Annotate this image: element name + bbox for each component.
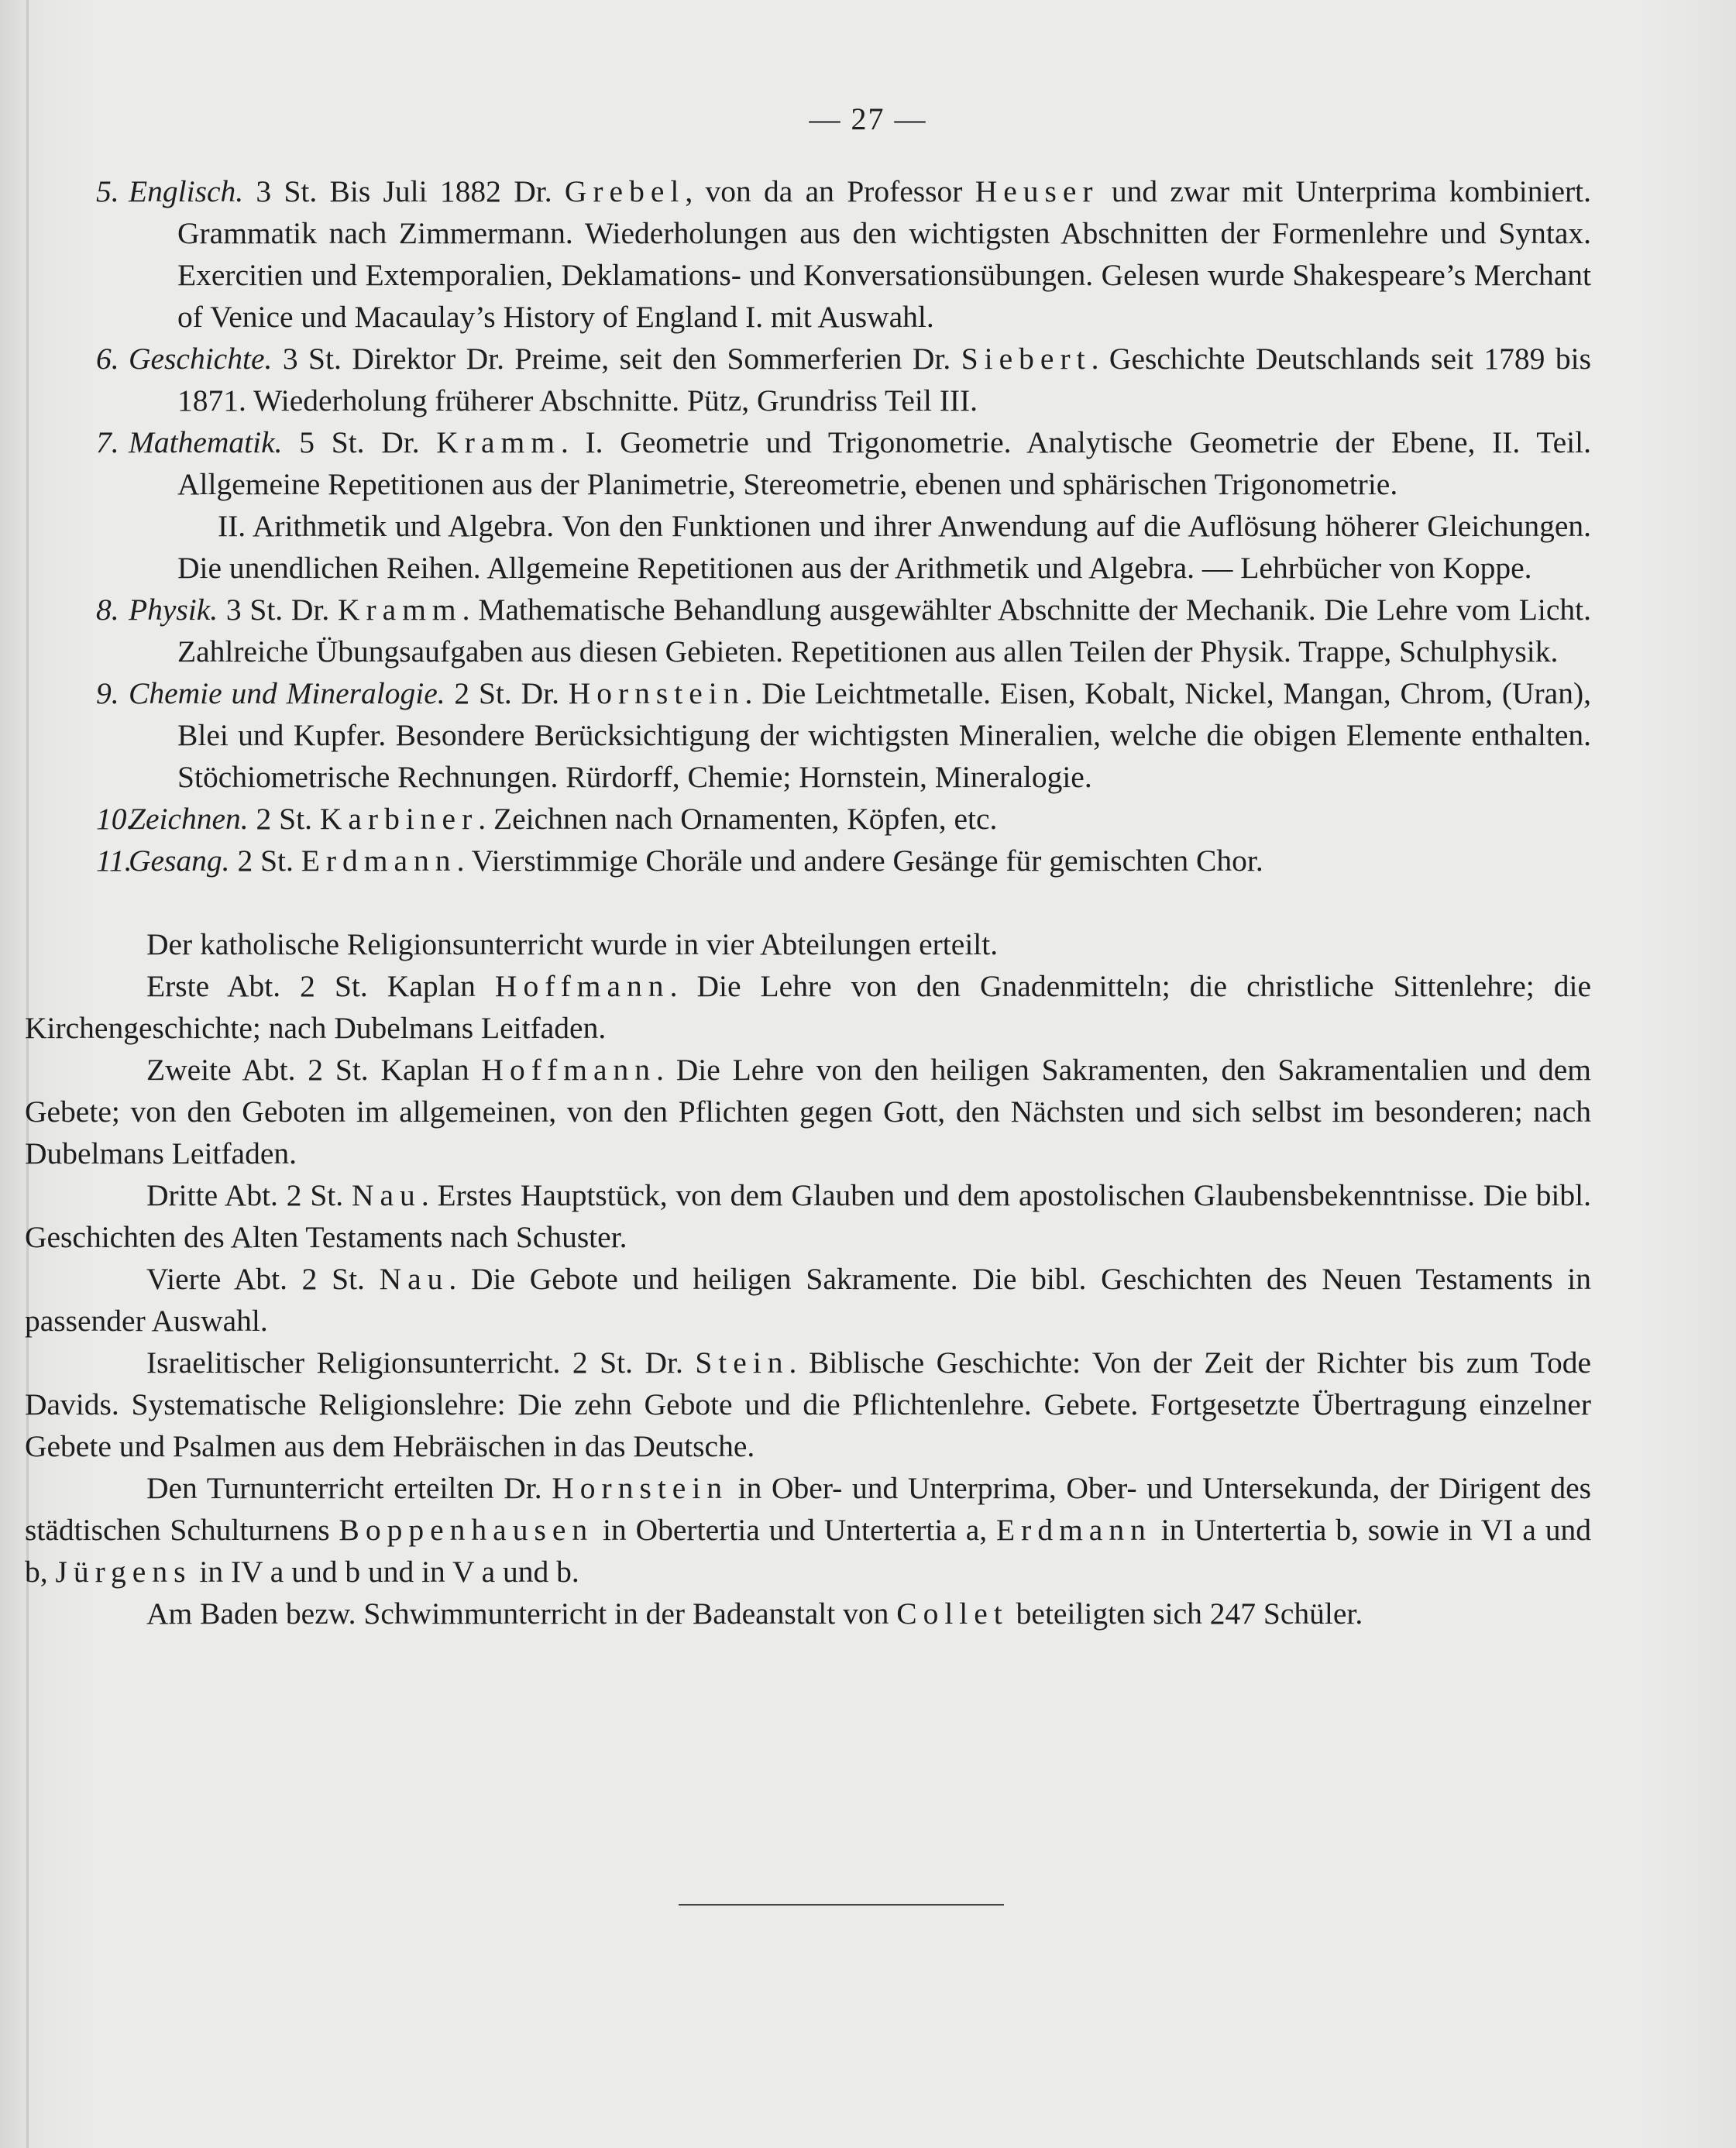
subject-list bbox=[96, 170, 1591, 882]
page-number: — 27 — bbox=[809, 101, 927, 136]
item-number: 10. bbox=[96, 802, 135, 836]
item-subject: Mathematik. bbox=[129, 425, 283, 459]
paragraph: Den Turnunterricht erteilten Dr. Hornstein in Ober- und Unterprima, Ober- und Untersekunda, der Dirigent des städtischen Schulturnens Boppenhausen in Obertertia und Untertertia a, Erdmann in Untertertia b, sowie in VI a und b, Jürgens in IV a und b und in V a und b. bbox=[25, 1471, 1591, 1589]
document-body bbox=[25, 170, 1592, 1634]
subject-item bbox=[96, 840, 1591, 882]
item-number: 5. bbox=[96, 174, 119, 208]
spaced-name: Collet bbox=[896, 1596, 1009, 1631]
spaced-name: Karbiner bbox=[319, 802, 479, 836]
paragraph: Dritte Abt. 2 St. Nau. Erstes Hauptstück, von dem Glauben und dem apostolischen Glaubensbekenntnisse. Die bibl. Geschichten des Alten Testaments nach Schuster. bbox=[25, 1178, 1591, 1254]
spaced-name: Grebel bbox=[564, 174, 686, 208]
spaced-name: Hoffmann bbox=[494, 969, 670, 1003]
item-text: 5 St. Dr. Kramm. I. Geometrie und Trigonometrie. Analytische Geometrie der Ebene, II. Teil. Allgemeine Repetitionen aus der Planimetrie, Stereometrie, ebenen und sphärischen Trigonometrie. bbox=[177, 425, 1592, 501]
spaced-name: Erdmann bbox=[301, 844, 457, 878]
item-subject: Gesang. bbox=[129, 844, 230, 878]
item-text: 3 St. Direktor Dr. Preime, seit den Sommerferien Dr. Siebert. Geschichte Deutschlands seit 1789 bis 1871. Wiederholung früherer Abschnitte. Pütz, Grundriss Teil III. bbox=[177, 342, 1591, 418]
item-number: 9. bbox=[96, 676, 119, 710]
subject-item-continuation bbox=[96, 505, 1591, 589]
paragraph: Vierte Abt. 2 St. Nau. Die Gebote und heiligen Sakramente. Die bibl. Geschichten des Neuen Testaments in passender Auswahl. bbox=[25, 1262, 1591, 1338]
subject-item bbox=[96, 672, 1591, 798]
item-number: 7. bbox=[96, 425, 119, 459]
spaced-name: Hornstein bbox=[568, 676, 745, 710]
paragraph: Erste Abt. 2 St. Kaplan Hoffmann. Die Lehre von den Gnadenmitteln; die christliche Sittenlehre; die Kirchengeschichte; nach Dubelmans Leitfaden. bbox=[25, 969, 1591, 1045]
closing-rule bbox=[679, 1904, 1004, 1906]
religion-and-sport-section bbox=[25, 923, 1591, 1634]
spaced-name: Nau bbox=[352, 1178, 421, 1212]
spaced-name: Erdmann bbox=[996, 1513, 1152, 1547]
spaced-name: Jürgens bbox=[55, 1555, 192, 1589]
item-number: 11. bbox=[96, 844, 132, 878]
paragraph: Der katholische Religionsunterricht wurde in vier Abteilungen erteilt. bbox=[146, 927, 999, 961]
item-subject: Chemie und Mineralogie. bbox=[129, 676, 445, 710]
item-subject: Zeichnen. bbox=[129, 802, 249, 836]
spaced-name: Nau bbox=[379, 1262, 449, 1296]
paragraph: Israelitischer Religionsunterricht. 2 St. Dr. Stein. Biblische Geschichte: Von der Zeit der Richter bis zum Tode Davids. Systematische Religionslehre: Die zehn Gebote und die Pflichtenlehre. Gebete. Fortgesetzte Übertragung einzelner Gebete und Psalmen aus dem Hebräischen in das Deutsche. bbox=[25, 1346, 1591, 1463]
spaced-name: Hornstein bbox=[552, 1471, 729, 1505]
spaced-name: Siebert bbox=[961, 342, 1091, 376]
subject-item bbox=[96, 421, 1591, 505]
paragraph: Zweite Abt. 2 St. Kaplan Hoffmann. Die Lehre von den heiligen Sakramenten, den Sakramentalien und dem Gebete; von den Geboten im allgemeinen, von den Pflichten gegen Gott, den Nächsten und sich selbst im besonderen; nach Dubelmans Leitfaden. bbox=[25, 1053, 1591, 1170]
subject-item bbox=[96, 170, 1591, 338]
item-text: 2 St. Erdmann. Vierstimmige Choräle und andere Gesänge für gemischten Chor. bbox=[237, 844, 1263, 878]
subject-item bbox=[96, 338, 1591, 421]
item-number: 6. bbox=[96, 342, 119, 376]
item-text: II. Arithmetik und Algebra. Von den Funktionen und ihrer Anwendung auf die Auflösung höherer Gleichungen. Die unendlichen Reihen. Allgemeine Repetitionen aus der Arithmetik und Algebra. — Lehrbücher von Koppe. bbox=[177, 509, 1591, 585]
item-text: 3 St. Bis Juli 1882 Dr. Grebel, von da an Professor Heuser und zwar mit Unterprima kombiniert. Grammatik nach Zimmermann. Wiederholungen aus den wichtigsten Abschnitten der Formenlehre und Syntax. Exercitien und Extemporalien, Deklamations- und Konversationsübungen. Gelesen wurde Shakespeare’s Merchant of Venice und Macaulay’s History of England I. mit Auswahl. bbox=[177, 174, 1591, 334]
spaced-name: Kramm bbox=[337, 593, 462, 627]
spaced-name: Boppenhausen bbox=[339, 1513, 594, 1547]
subject-item bbox=[96, 589, 1591, 672]
spaced-name: Hoffmann bbox=[481, 1053, 657, 1087]
spaced-name: Stein bbox=[695, 1346, 789, 1380]
item-text: 2 St. Karbiner. Zeichnen nach Ornamenten, Köpfen, etc. bbox=[256, 802, 998, 836]
item-subject: Englisch. bbox=[129, 174, 244, 208]
item-text: 3 St. Dr. Kramm. Mathematische Behandlung ausgewählter Abschnitte der Mechanik. Die Lehre vom Licht. Zahlreiche Übungsaufgaben aus diesen Gebieten. Repetitionen aus allen Teilen der Physik. Trappe, Schulphysik. bbox=[177, 593, 1592, 668]
item-subject: Geschichte. bbox=[129, 342, 273, 376]
spaced-name: Kramm bbox=[436, 425, 561, 459]
item-number: 8. bbox=[96, 593, 119, 627]
spaced-name: Heuser bbox=[975, 174, 1099, 208]
subject-item bbox=[96, 798, 1591, 840]
item-text: 2 St. Dr. Hornstein. Die Leichtmetalle. Eisen, Kobalt, Nickel, Mangan, Chrom, (Uran), Blei und Kupfer. Besondere Berücksichtigung der wichtigsten Mineralien, welche die obigen Elemente enthalten. Stöchiometrische Rechnungen. Rürdorff, Chemie; Hornstein, Mineralogie. bbox=[177, 676, 1591, 794]
paragraph: Am Baden bezw. Schwimmunterricht in der Badeanstalt von Collet beteiligten sich 247 Schüler. bbox=[146, 1596, 1363, 1631]
item-subject: Physik. bbox=[129, 593, 218, 627]
